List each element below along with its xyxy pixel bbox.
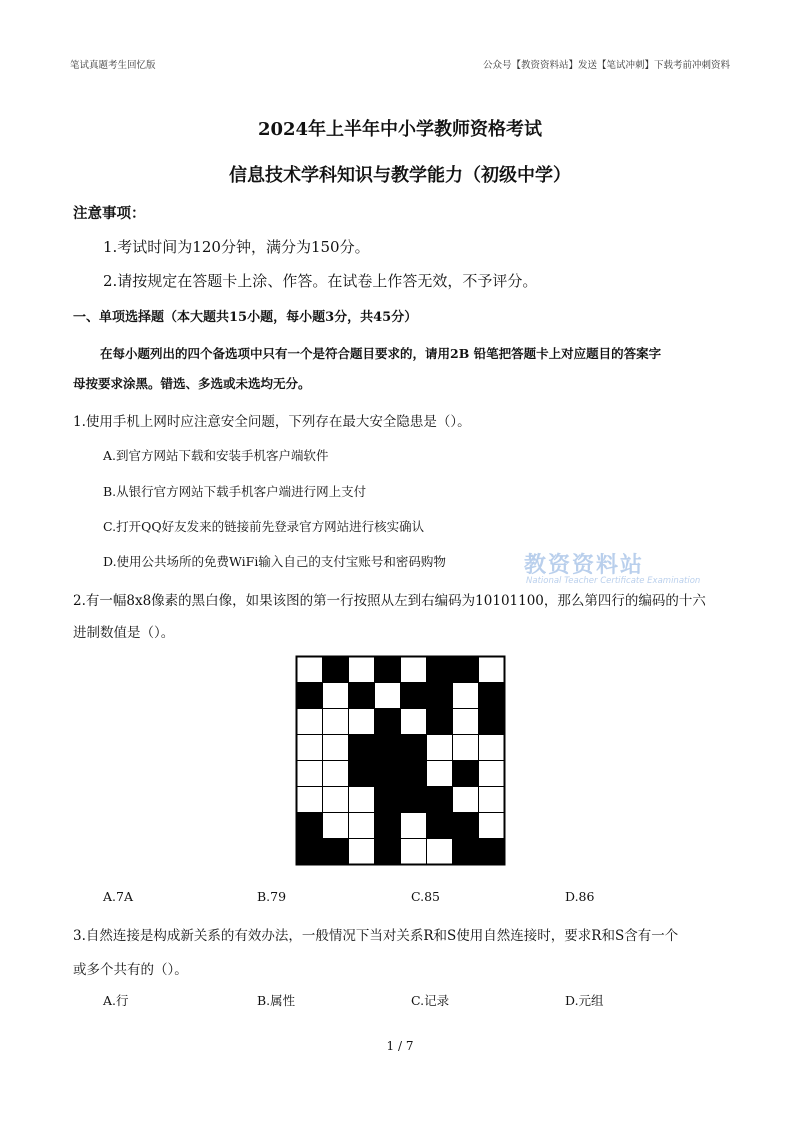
- pixel-cell: [323, 735, 349, 761]
- question-3-stem-cont: 或多个共有的（）。: [73, 962, 188, 978]
- pixel-cell: [427, 761, 453, 787]
- section-instruction: 母按要求涂黑。错选、多选或未选均无分。: [73, 376, 311, 391]
- pixel-cell: [453, 787, 479, 813]
- pixel-cell: [479, 761, 505, 787]
- watermark: [524, 548, 734, 594]
- pixel-cell: [349, 709, 375, 735]
- notice-item: 1.考试时间为120分钟，满分为150分。: [103, 238, 370, 256]
- pixel-cell: [297, 787, 323, 813]
- pixel-cell: [401, 709, 427, 735]
- pixel-cell: [401, 839, 427, 865]
- question-1-option-c: C.打开QQ好友发来的链接前先登录官方网站进行核实确认: [103, 519, 425, 534]
- pixel-cell: [323, 787, 349, 813]
- pixel-cell: [375, 657, 401, 683]
- pixel-cell: [375, 839, 401, 865]
- pixel-cell: [375, 761, 401, 787]
- pixel-cell: [479, 657, 505, 683]
- pixel-cell: [453, 709, 479, 735]
- pixel-cell: [427, 839, 453, 865]
- pixel-cell: [375, 787, 401, 813]
- question-2-option-a: A.7A: [103, 889, 133, 904]
- section-instruction: 在每小题列出的四个备选项中只有一个是符合题目要求的，请用2B 铅笔把答题卡上对应题目的答案字: [100, 346, 662, 361]
- pixel-cell: [375, 683, 401, 709]
- question-3-option-d: D.元组: [565, 993, 604, 1008]
- question-1-stem: 1.使用手机上网时应注意安全问题，下列存在最大安全隐患是（）。: [73, 414, 471, 430]
- pixel-cell: [349, 735, 375, 761]
- pixel-cell: [453, 813, 479, 839]
- pixel-cell: [297, 657, 323, 683]
- pixel-cell: [453, 657, 479, 683]
- question-2-option-d: D.86: [565, 889, 595, 904]
- pixel-cell: [349, 683, 375, 709]
- pixel-cell: [297, 761, 323, 787]
- pixel-cell: [349, 839, 375, 865]
- pixel-cell: [323, 839, 349, 865]
- page-number: 1 / 7: [386, 1039, 414, 1053]
- notice-item: 2.请按规定在答题卡上涂、作答。在试卷上作答无效，不予评分。: [103, 272, 538, 290]
- pixel-cell: [479, 787, 505, 813]
- notice-heading: 注意事项：: [73, 205, 146, 222]
- pixel-cell: [375, 735, 401, 761]
- pixel-cell: [297, 839, 323, 865]
- header-right-text: 公众号【教资资料站】发送【笔试冲刺】下载考前冲刺资料: [482, 60, 730, 71]
- question-1-option-b: B.从银行官方网站下载手机客户端进行网上支付: [103, 484, 367, 499]
- watermark-sub-text: National Teacher Certificate Examination: [526, 576, 701, 586]
- exam-subtitle: 信息技术学科知识与教学能力（初级中学）: [229, 165, 571, 186]
- section-heading: 一、单项选择题（本大题共15小题，每小题3分，共45分）: [73, 310, 418, 325]
- pixel-cell: [323, 709, 349, 735]
- pixel-cell: [349, 761, 375, 787]
- pixel-cell: [427, 709, 453, 735]
- pixel-cell: [453, 735, 479, 761]
- pixel-cell: [401, 813, 427, 839]
- exam-title: 2024年上半年中小学教师资格考试: [257, 119, 543, 140]
- pixel-cell: [349, 657, 375, 683]
- pixel-cell: [401, 787, 427, 813]
- pixel-cell: [479, 735, 505, 761]
- pixel-cell: [297, 813, 323, 839]
- pixel-cell: [323, 761, 349, 787]
- question-1-option-a: A.到官方网站下载和安装手机客户端软件: [103, 448, 329, 463]
- question-3-option-c: C.记录: [411, 993, 450, 1008]
- pixel-image-grid: [295, 655, 506, 866]
- pixel-cell: [479, 839, 505, 865]
- pixel-cell: [453, 683, 479, 709]
- watermark-main-text: 教资资料站: [524, 553, 645, 578]
- pixel-cell: [453, 839, 479, 865]
- pixel-cell: [427, 735, 453, 761]
- pixel-cell: [453, 761, 479, 787]
- header-left-text: 笔试真题考生回忆版: [70, 60, 156, 71]
- question-3-option-a: A.行: [103, 993, 129, 1008]
- pixel-cell: [427, 657, 453, 683]
- pixel-cell: [427, 787, 453, 813]
- pixel-cell: [479, 709, 505, 735]
- question-2-stem: 2.有一幅8x8像素的黑白像，如果该图的第一行按照从左到右编码为10101100，那么第四行的编码的十六: [73, 593, 706, 609]
- pixel-cell: [297, 683, 323, 709]
- pixel-cell: [401, 657, 427, 683]
- pixel-cell: [375, 709, 401, 735]
- pixel-cell: [349, 787, 375, 813]
- question-1-option-d: D.使用公共场所的免费WiFi输入自己的支付宝账号和密码购物: [103, 554, 446, 569]
- pixel-cell: [349, 813, 375, 839]
- pixel-cell: [401, 735, 427, 761]
- question-2-option-c: C.85: [411, 889, 440, 904]
- question-3-option-b: B.属性: [257, 993, 296, 1008]
- pixel-cell: [427, 683, 453, 709]
- pixel-cell: [401, 761, 427, 787]
- question-2-option-b: B.79: [257, 889, 287, 904]
- pixel-cell: [323, 813, 349, 839]
- question-2-stem-cont: 进制数值是（）。: [73, 625, 175, 641]
- pixel-cell: [479, 683, 505, 709]
- pixel-cell: [323, 657, 349, 683]
- pixel-cell: [297, 735, 323, 761]
- pixel-cell: [401, 683, 427, 709]
- pixel-cell: [427, 813, 453, 839]
- question-3-stem: 3.自然连接是构成新关系的有效办法，一般情况下当对关系R和S使用自然连接时，要求R和S含有一个: [73, 928, 679, 944]
- pixel-cell: [375, 813, 401, 839]
- pixel-cell: [323, 683, 349, 709]
- pixel-cell: [479, 813, 505, 839]
- pixel-cell: [297, 709, 323, 735]
